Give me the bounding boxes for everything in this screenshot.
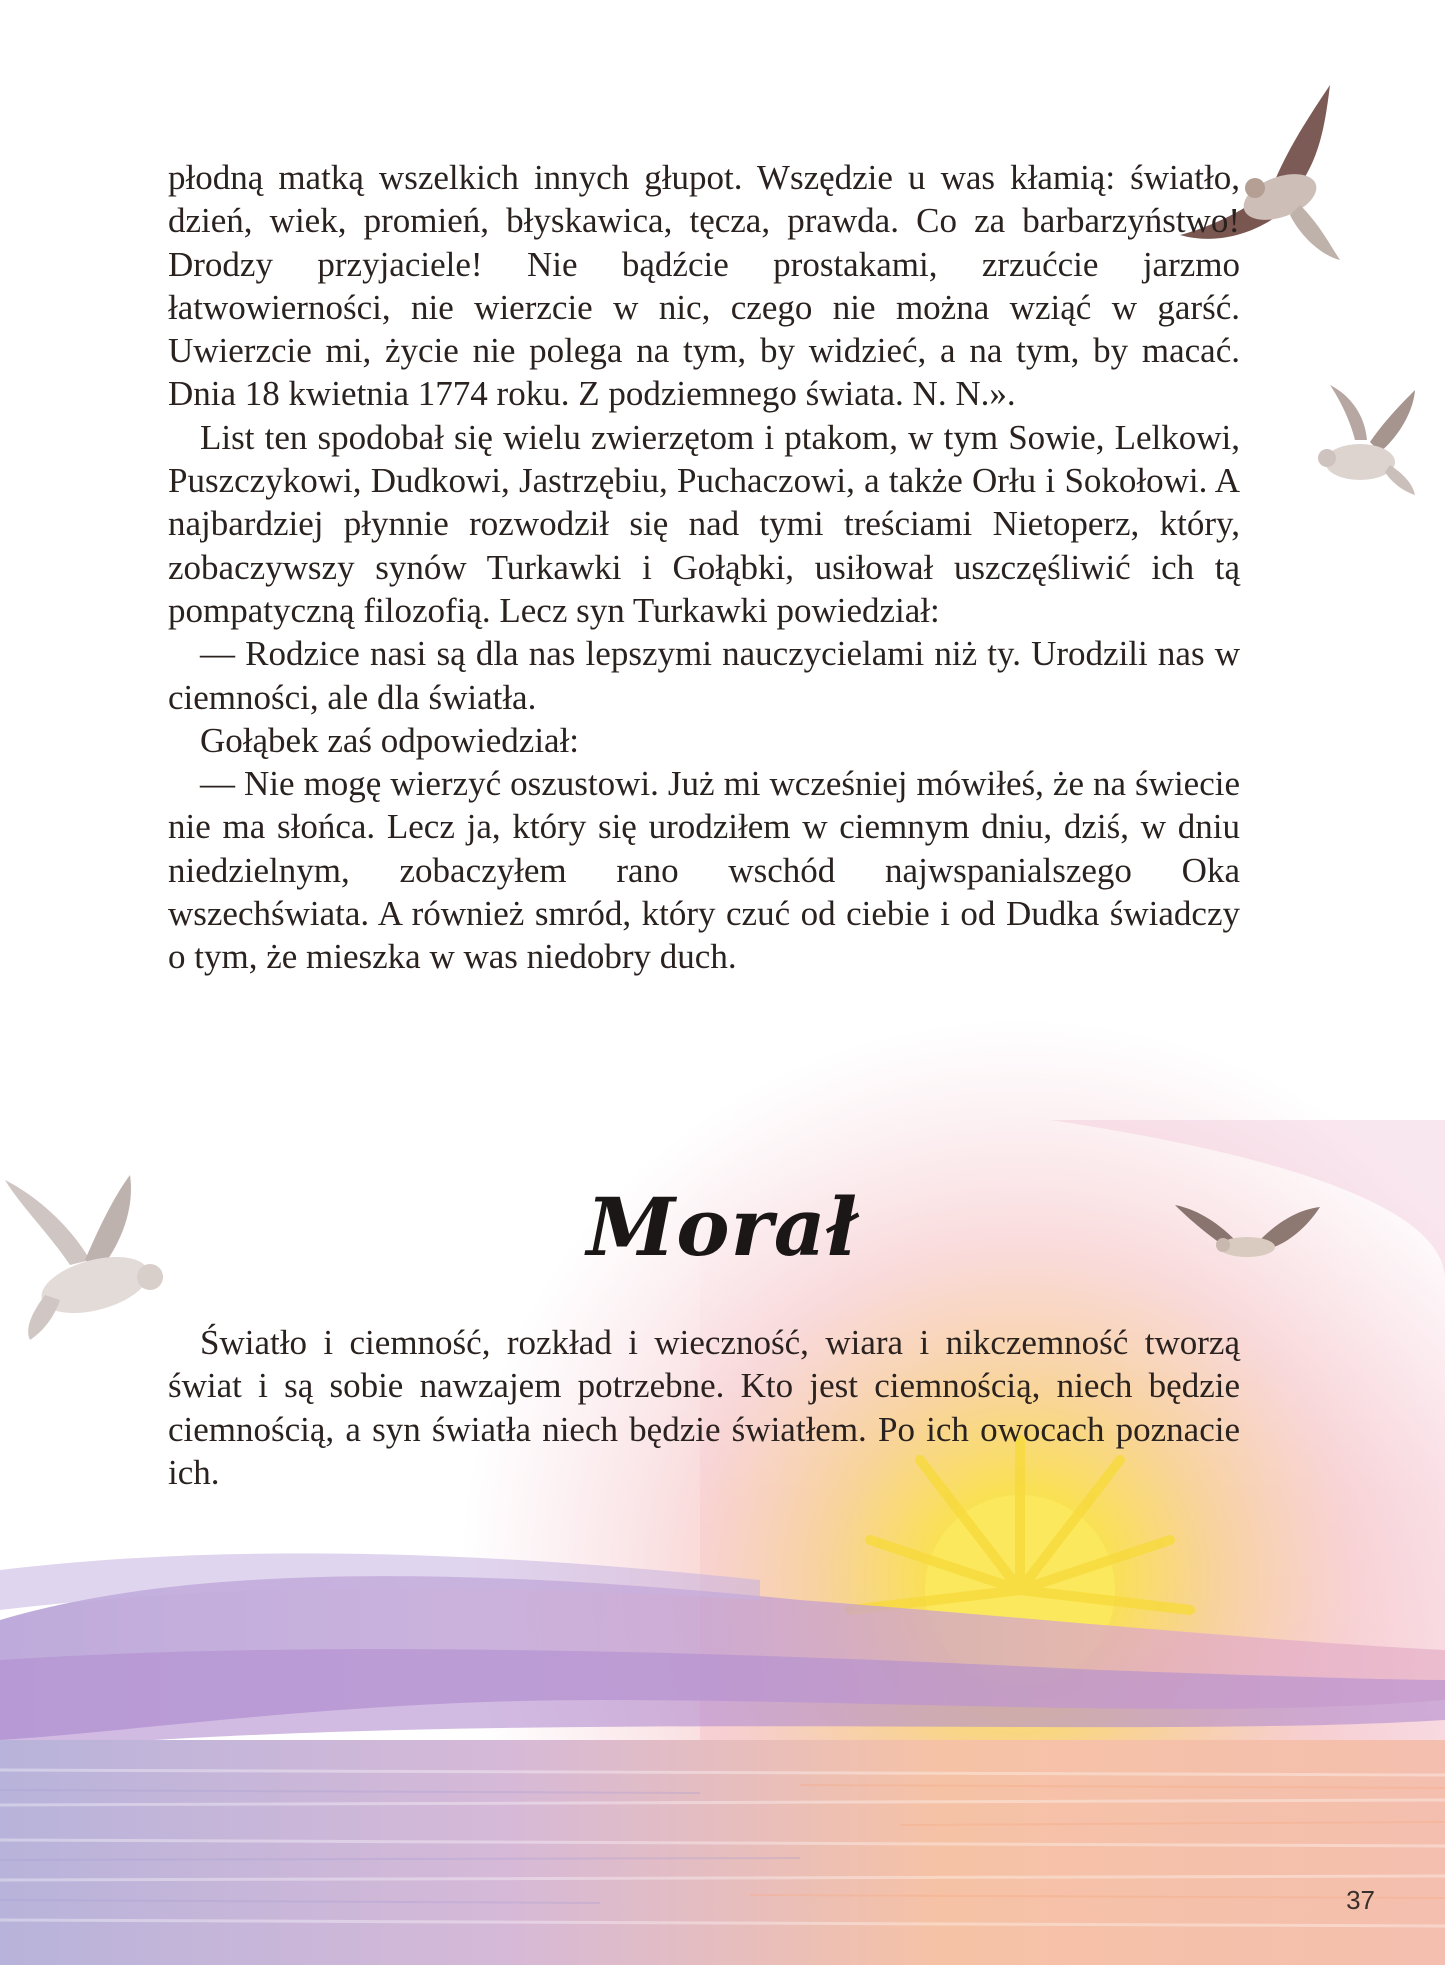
bird-right-middle-icon — [1295, 380, 1425, 510]
paragraph-letter-ending: płodną matką wszelkich innych głupot. Wszędzie u was kłamią: światło, dzień, wiek, promień, błyskawica, tęcza, prawda. Co za barbarzyństwo! Drodzy przyjaciele! Nie bądźcie prostakami, zrzućcie jarzmo łatwowierności, nie wierzcie w nic, czego nie można wziąć w garść. Uwierzcie mi, życie nie polega na tym, by widzieć, a na tym, by macać. Dnia 18 kwietnia 1774 roku. Z podziemnego świata. N. N.». — [168, 158, 1240, 414]
moral-paragraph: Światło i ciemność, rozkład i wieczność, wiara i nikczemność tworzą świat i są sobie nawzajem potrzebne. Kto jest ciemnością, niech będzie ciemnością, a syn światła niech będzie światłem. Po ich owocach poznacie ich. — [168, 1323, 1240, 1492]
moral-section — [168, 1321, 1240, 1494]
moral-heading: Morał — [586, 1180, 859, 1274]
chapter-text — [168, 156, 1240, 979]
paragraph-narration: List ten spodobał się wielu zwierzętom i ptakom, w tym Sowie, Lelkowi, Puszczykowi, Dudkowi, Jastrzębiu, Puchaczowi, a także Orłu i Sokołowi. A najbardziej płynnie rozwodził się nad tymi treściami Nietoperz, który, zobaczywszy synów Turkawki i Gołąbki, usiłował uszczęśliwić ich tą pompatyczną filozofią. Lecz syn Turkawki powiedział: — [168, 417, 1240, 630]
paragraph-dove-intro: Gołąbek zaś odpowiedział: — [200, 720, 580, 760]
dialogue-turtledove-son: — Rodzice nasi są dla nas lepszymi nauczycielami niż ty. Urodzili nas w ciemności, ale dla światła. — [168, 634, 1240, 717]
page-number: 37 — [1346, 1885, 1375, 1915]
dialogue-dove: — Nie mogę wierzyć oszustowi. Już mi wcześniej mówiłeś, że na świecie nie ma słońca. Lecz ja, który się urodziłem w ciemnym dniu, dziś, w dniu niedzielnym, zobaczyłem rano wschód najwspanialszego Oka wszechświata. A również smród, który czuć od ciebie i od Dudka świadczy o tym, że mieszka w was niedobry duch. — [168, 764, 1240, 977]
